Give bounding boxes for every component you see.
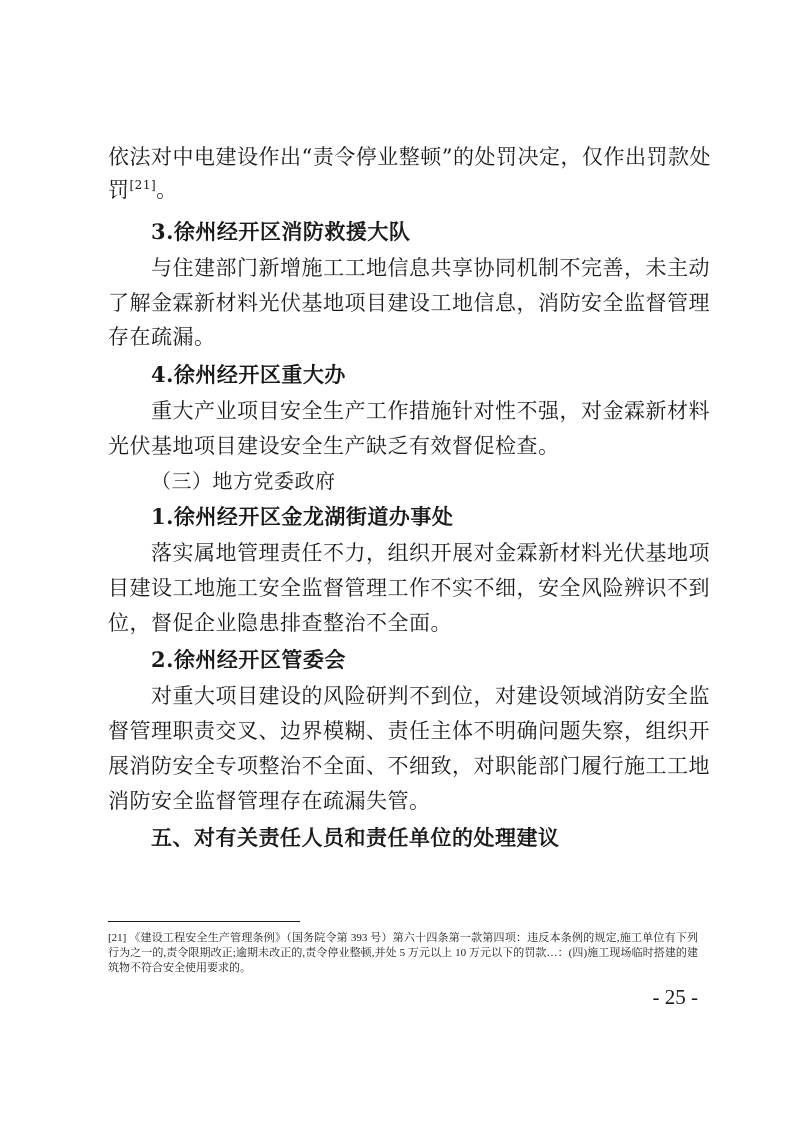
section-heading: 1.徐州经开区金龙湖街道办事处 (151, 504, 454, 529)
paragraph-line: 对重大项目建设的风险研判不到位，对建设领域消防安全监 (151, 684, 710, 708)
footnote-separator (108, 921, 300, 922)
paragraph-line: 目建设工地施工安全监督管理工作不实不细，安全风险辨识不到 (108, 576, 710, 600)
footnote: [21] 《建设工程安全生产管理条例》（国务院令第 393 号）第六十四条第一款第四项：违反本条例的规定,施工单位有下列行为之一的,责令限期改正;逾期未改正的,责令停业整顿,并处 5 万元以上 10 万元以下的罚款…：(四)施工现场临时搭建的建筑物不符合安全使用要求的。 (108, 932, 698, 974)
paragraph-line: 依法对中电建设作出“责令停业整顿”的处罚决定，仅作出罚款处 (108, 145, 711, 169)
paragraph-line: 位，督促企业隐患排查整治不全面。 (108, 611, 452, 635)
chapter-heading: 五、对有关责任人员和责任单位的处理建议 (151, 826, 560, 850)
section-heading: 2.徐州经开区管委会 (151, 647, 346, 672)
paragraph-line: 光伏基地项目建设安全生产缺乏有效督促检查。 (108, 434, 560, 458)
section-heading: 3.徐州经开区消防救援大队 (151, 219, 411, 244)
footnote-reference[interactable]: [21] (129, 178, 157, 192)
paragraph-line: 与住建部门新增施工工地信息共享协同机制不完善，未主动 (151, 256, 710, 280)
paragraph-text: 罚 (108, 178, 130, 202)
paragraph-line: 存在疏漏。 (108, 325, 216, 349)
page-number: - 25 - (652, 985, 698, 1009)
paragraph-line: 消防安全监督管理存在疏漏失管。 (108, 789, 431, 813)
paragraph-line: 落实属地管理责任不力，组织开展对金霖新材料光伏基地项 (151, 541, 710, 565)
paragraph-line: 展消防安全专项整治不全面、不细致，对职能部门履行施工工地 (108, 754, 710, 778)
paragraph-line: 督管理职责交叉、边界模糊、责任主体不明确问题失察，组织开 (108, 719, 710, 743)
paragraph-line (108, 175, 698, 205)
section-heading: 4.徐州经开区重大办 (151, 362, 346, 387)
paragraph-line: 重大产业项目安全生产工作措施针对性不强，对金霖新材料 (151, 399, 710, 423)
paragraph-line: 了解金霖新材料光伏基地项目建设工地信息，消防安全监督管理 (108, 291, 710, 315)
subsection-heading: （三）地方党委政府 (151, 469, 336, 493)
paragraph-text: 。 (156, 178, 178, 202)
